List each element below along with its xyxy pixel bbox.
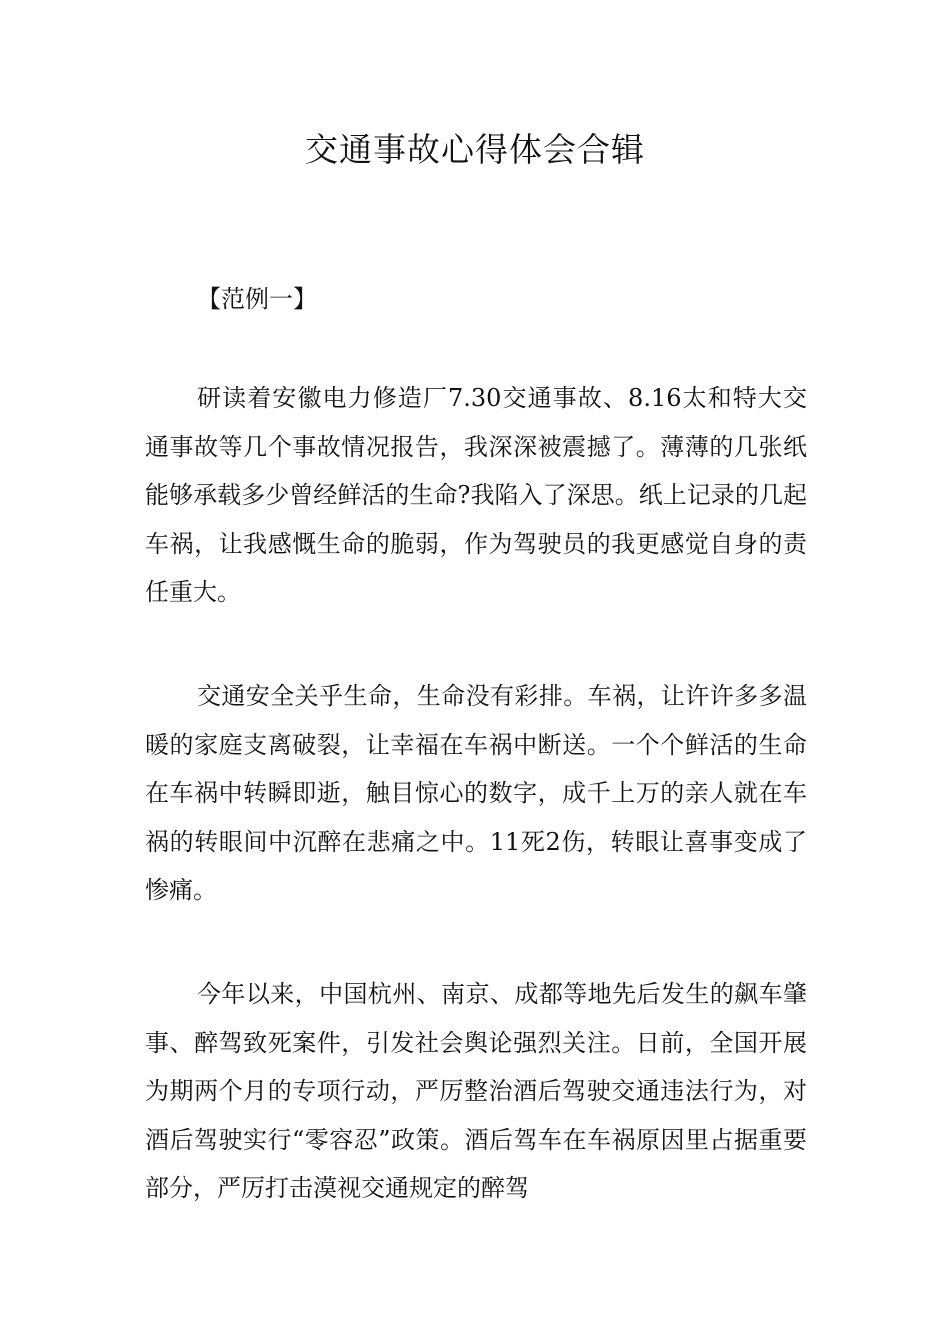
paragraph-1: 研读着安徽电力修造厂7.30交通事故、8.16太和特大交通事故等几个事故情况报告，我深深被震撼了。薄薄的几张纸能够承载多少曾经鲜活的生命?我陷入了深思。纸上记录的几起车祸，让我感慨生命的脆弱，作为驾驶员的我更感觉自身的责任重大。 — [145, 384, 807, 606]
paragraph-3: 今年以来，中国杭州、南京、成都等地先后发生的飙车肇事、醉驾致死案件，引发社会舆论强烈关注。日前，全国开展为期两个月的专项行动，严厉整治酒后驾驶交通违法行为，对酒后驾驶实行“零容忍”政策。酒后驾车在车祸原因里占据重要部分，严厉打击漠视交通规定的醉驾 — [145, 980, 807, 1202]
paragraph-2: 交通安全关乎生命，生命没有彩排。车祸，让许许多多温暖的家庭支离破裂，让幸福在车祸中断送。一个个鲜活的生命在车祸中转瞬即逝，触目惊心的数字，成千上万的亲人就在车祸的转眼间中沉醉在悲痛之中。11死2伤，转眼让喜事变成了惨痛。 — [145, 682, 807, 904]
section-heading: 【范例一】 — [197, 285, 317, 313]
document-title: 交通事故心得体会合辑 — [305, 130, 645, 169]
